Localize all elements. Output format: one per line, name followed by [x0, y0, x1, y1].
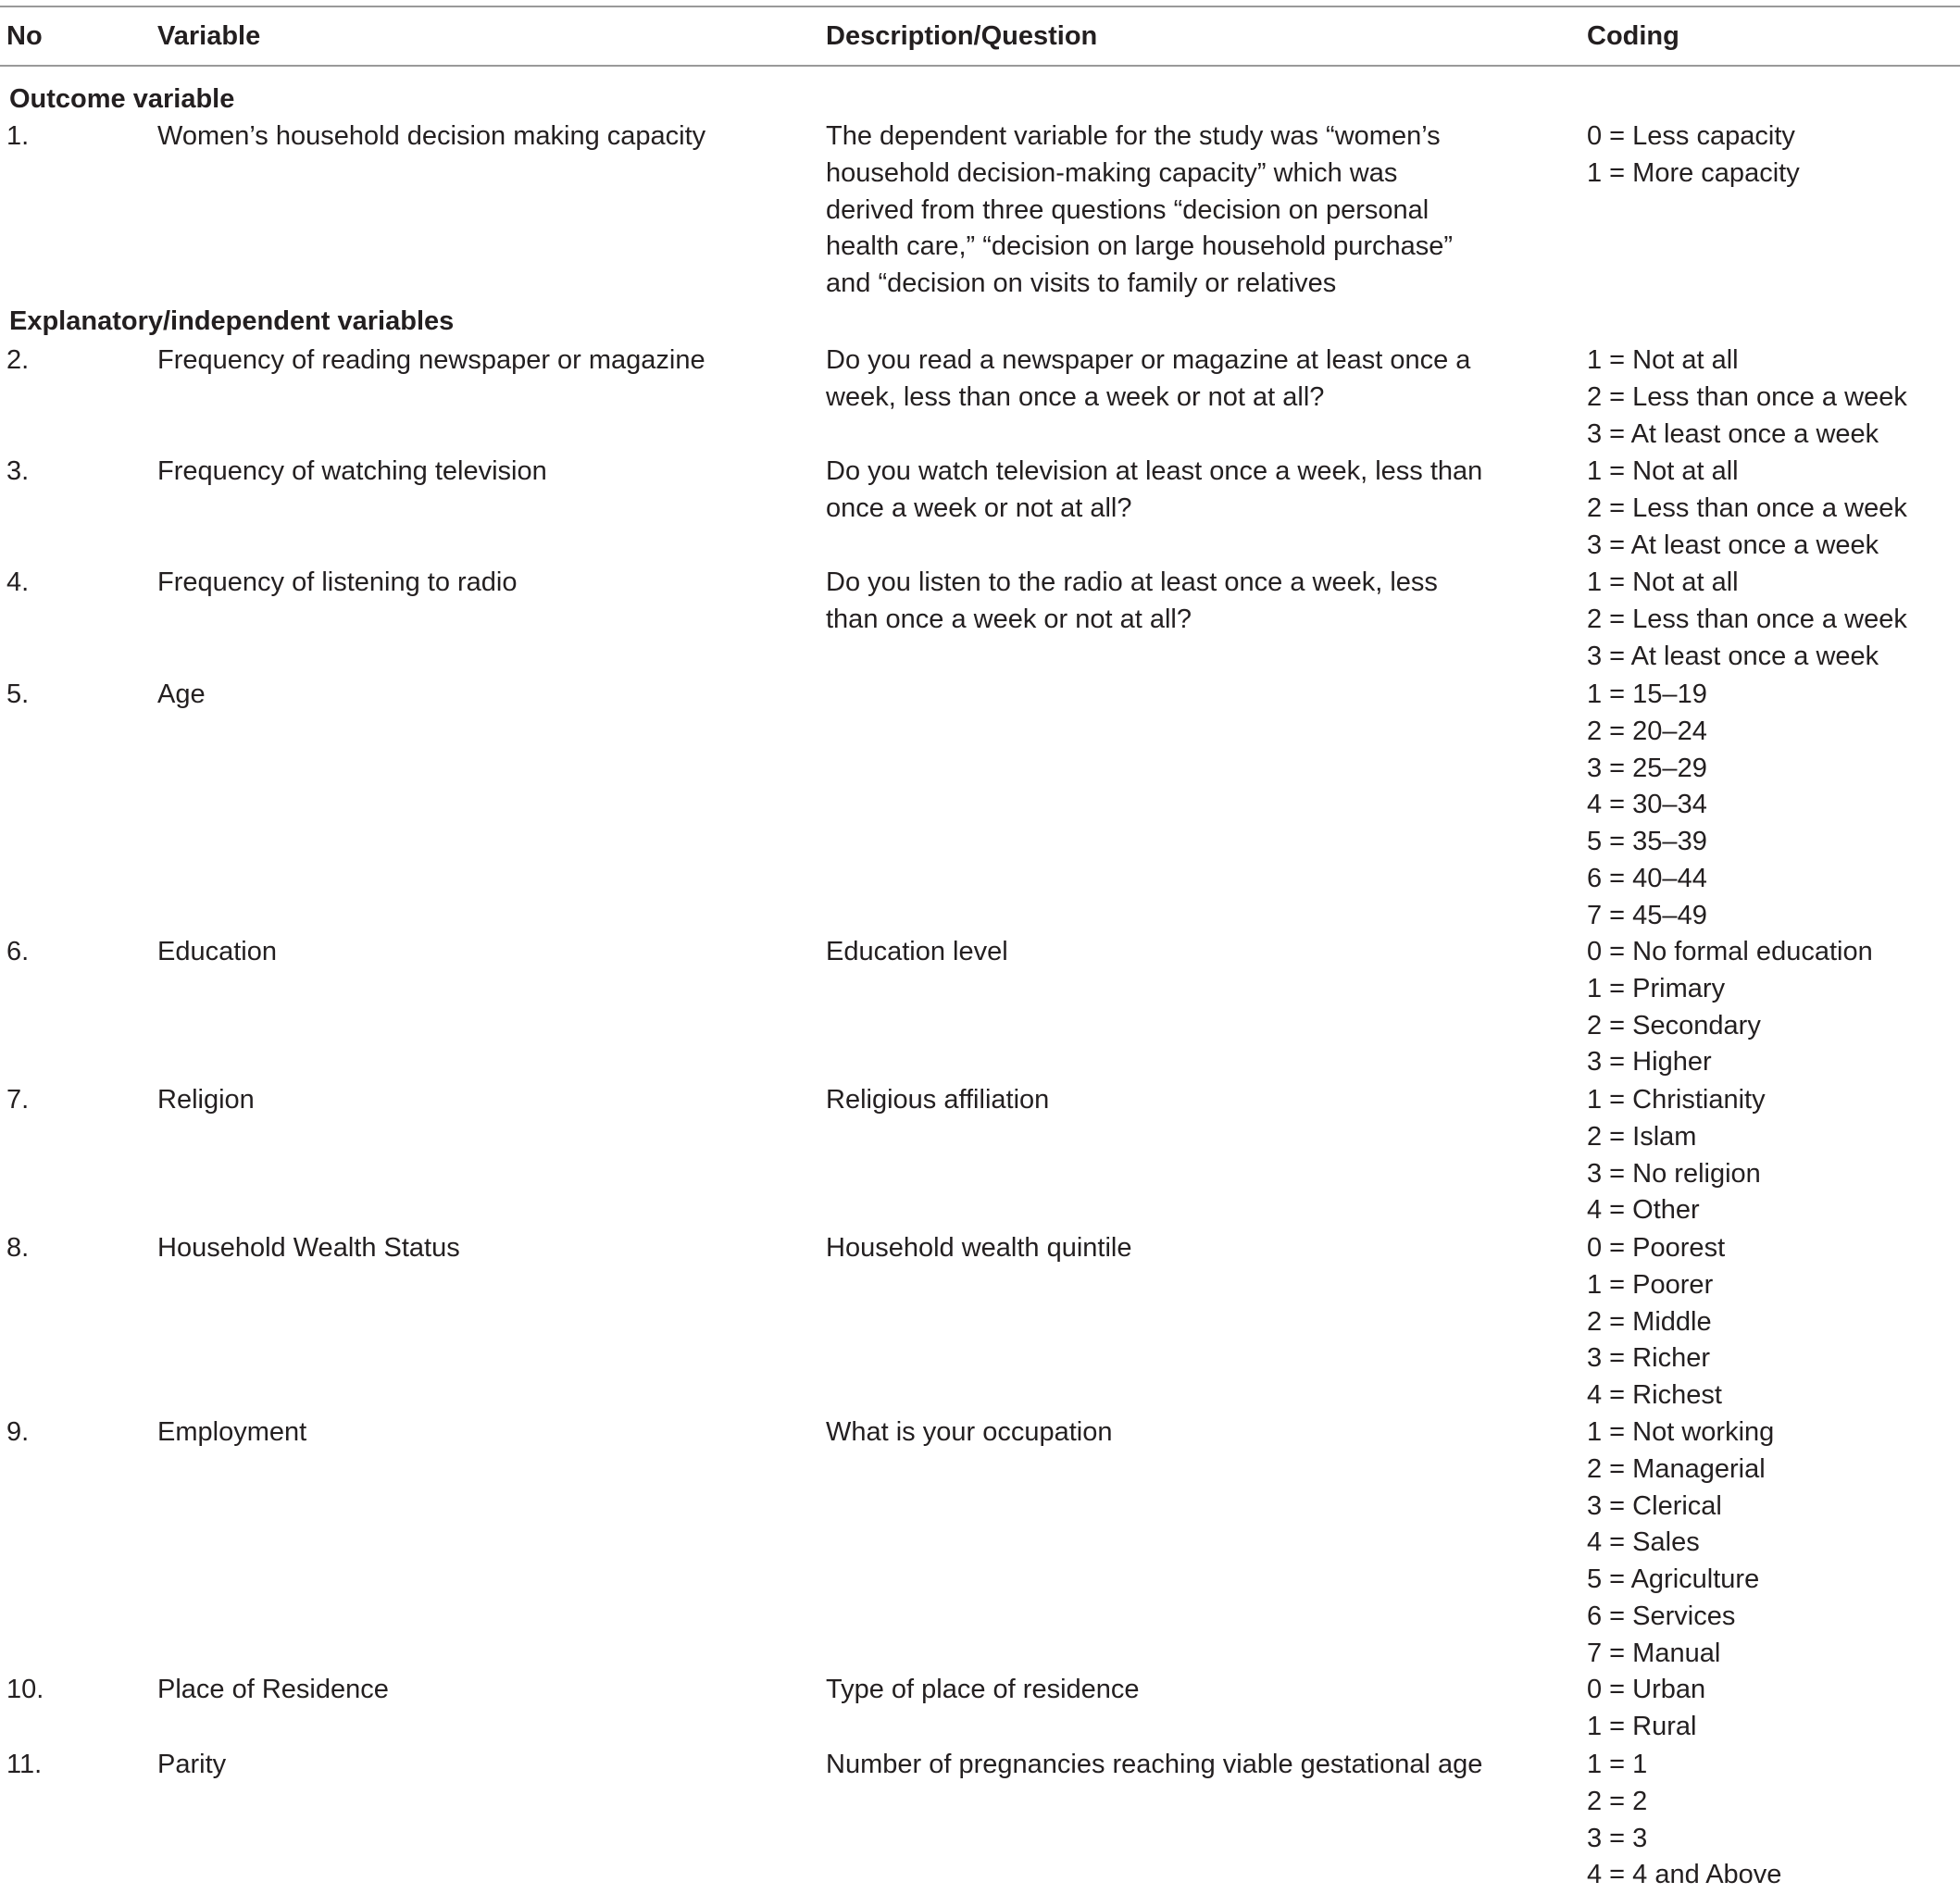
- coding-line: 3 = Clerical: [1587, 1490, 1722, 1521]
- row-description: [826, 565, 1438, 639]
- coding-line: 3 = 3: [1587, 1823, 1648, 1853]
- row-description: [826, 1414, 1112, 1452]
- row-variable: Age: [157, 679, 206, 709]
- header-variable: Variable: [157, 21, 261, 51]
- row-variable: Religion: [157, 1085, 255, 1115]
- coding-line: 2 = Less than once a week: [1587, 381, 1907, 412]
- row-number: 5.: [6, 679, 30, 709]
- row-description: [826, 934, 1008, 971]
- coding-line: 4 = Richest: [1587, 1380, 1722, 1411]
- row-variable: Women’s household decision making capacity: [157, 121, 706, 151]
- description-line: Education level: [826, 937, 1008, 966]
- description-line: Type of place of residence: [826, 1675, 1140, 1704]
- coding-line: 2 = 20–24: [1587, 716, 1707, 746]
- row-variable: Education: [157, 937, 277, 966]
- coding-line: 1 = Not at all: [1587, 567, 1739, 597]
- coding-line: 3 = At least once a week: [1587, 418, 1879, 449]
- row-number: 9.: [6, 1417, 30, 1447]
- coding-line: 2 = Managerial: [1587, 1453, 1766, 1484]
- coding-line: 6 = Services: [1587, 1601, 1736, 1631]
- row-coding: [1587, 1082, 1766, 1229]
- coding-line: 1 = Rural: [1587, 1711, 1697, 1741]
- table-top-rule: [0, 6, 1960, 7]
- row-number: 10.: [6, 1675, 44, 1704]
- header-coding: Coding: [1587, 21, 1679, 51]
- coding-line: 1 = Not at all: [1587, 345, 1739, 375]
- row-description: [826, 1082, 1049, 1119]
- coding-line: 4 = 30–34: [1587, 790, 1707, 820]
- header-description: Description/Question: [826, 21, 1098, 51]
- coding-line: 3 = 25–29: [1587, 753, 1707, 783]
- coding-line: 3 = Higher: [1587, 1047, 1712, 1078]
- section-explanatory: Explanatory/independent variables: [9, 306, 455, 336]
- row-description: [826, 1672, 1140, 1709]
- coding-line: 0 = Urban: [1587, 1675, 1706, 1704]
- coding-line: 2 = Middle: [1587, 1306, 1712, 1337]
- row-variable: Place of Residence: [157, 1675, 389, 1704]
- description-line: Number of pregnancies reaching viable gestational age: [826, 1750, 1483, 1779]
- row-description: [826, 343, 1470, 417]
- coding-line: 2 = 2: [1587, 1786, 1648, 1816]
- description-line: Household wealth quintile: [826, 1233, 1132, 1263]
- coding-line: 5 = 35–39: [1587, 827, 1707, 857]
- coding-line: 2 = Islam: [1587, 1121, 1697, 1152]
- row-description: [826, 1230, 1132, 1267]
- row-description: [826, 1747, 1482, 1784]
- row-number: 6.: [6, 937, 30, 966]
- coding-line: 0 = Less capacity: [1587, 121, 1795, 151]
- description-line: Do you watch television at least once a week, less than: [826, 456, 1483, 486]
- coding-line: 1 = Poorer: [1587, 1269, 1714, 1300]
- coding-line: 0 = Poorest: [1587, 1233, 1726, 1263]
- row-description: [826, 118, 1453, 303]
- row-variable: Employment: [157, 1417, 307, 1447]
- coding-line: 4 = Sales: [1587, 1527, 1700, 1558]
- description-line: once a week or not at all?: [826, 492, 1132, 523]
- row-number: 3.: [6, 456, 30, 486]
- description-line: health care,” “decision on large household purchase”: [826, 231, 1454, 262]
- description-line: and “decision on visits to family or relatives: [826, 268, 1337, 299]
- row-coding: [1587, 677, 1707, 935]
- description-line: Do you listen to the radio at least once a week, less: [826, 567, 1438, 597]
- coding-line: 4 = 4 and Above: [1587, 1860, 1782, 1890]
- row-coding: [1587, 1672, 1705, 1746]
- coding-line: 2 = Secondary: [1587, 1010, 1761, 1040]
- coding-line: 1 = Not at all: [1587, 456, 1739, 486]
- row-coding: [1587, 934, 1873, 1081]
- row-coding: [1587, 1747, 1781, 1894]
- description-line: Do you read a newspaper or magazine at least once a: [826, 345, 1471, 375]
- row-description: [826, 454, 1482, 528]
- row-coding: [1587, 565, 1907, 675]
- row-number: 4.: [6, 567, 30, 597]
- description-line: Religious affiliation: [826, 1085, 1050, 1115]
- header-no: No: [6, 21, 43, 51]
- row-variable: Household Wealth Status: [157, 1233, 460, 1263]
- section-outcome: Outcome variable: [9, 84, 235, 114]
- row-number: 11.: [6, 1750, 43, 1779]
- row-variable: Frequency of watching television: [157, 456, 547, 486]
- coding-line: 3 = At least once a week: [1587, 530, 1879, 560]
- description-line: The dependent variable for the study was “women’s: [826, 121, 1441, 151]
- coding-line: 1 = 1: [1587, 1750, 1648, 1779]
- coding-line: 3 = No religion: [1587, 1158, 1761, 1189]
- description-line: derived from three questions “decision on personal: [826, 194, 1429, 225]
- row-variable: Frequency of listening to radio: [157, 567, 518, 597]
- coding-line: 2 = Less than once a week: [1587, 604, 1907, 634]
- row-variable: Frequency of reading newspaper or magazine: [157, 345, 705, 375]
- row-number: 7.: [6, 1085, 30, 1115]
- row-number: 8.: [6, 1233, 30, 1263]
- row-coding: [1587, 454, 1907, 564]
- coding-line: 1 = More capacity: [1587, 157, 1800, 188]
- row-coding: [1587, 1414, 1774, 1673]
- description-line: What is your occupation: [826, 1417, 1113, 1447]
- description-line: week, less than once a week or not at all?: [826, 381, 1325, 412]
- description-line: than once a week or not at all?: [826, 604, 1192, 634]
- coding-line: 4 = Other: [1587, 1195, 1700, 1226]
- row-coding: [1587, 343, 1907, 453]
- row-number: 2.: [6, 345, 30, 375]
- coding-line: 7 = Manual: [1587, 1638, 1721, 1668]
- row-coding: [1587, 118, 1800, 193]
- row-number: 1.: [6, 121, 30, 151]
- coding-line: 1 = Christianity: [1587, 1085, 1766, 1115]
- table-header-rule: [0, 65, 1960, 67]
- coding-line: 5 = Agriculture: [1587, 1564, 1760, 1595]
- coding-line: 2 = Less than once a week: [1587, 492, 1907, 523]
- coding-line: 1 = Not working: [1587, 1417, 1775, 1447]
- coding-line: 1 = 15–19: [1587, 679, 1707, 709]
- coding-line: 0 = No formal education: [1587, 937, 1873, 966]
- coding-line: 7 = 45–49: [1587, 900, 1707, 930]
- row-coding: [1587, 1230, 1725, 1414]
- coding-line: 1 = Primary: [1587, 973, 1726, 1003]
- row-variable: Parity: [157, 1750, 227, 1779]
- coding-line: 6 = 40–44: [1587, 863, 1707, 893]
- description-line: household decision-making capacity” which was: [826, 157, 1398, 188]
- coding-line: 3 = Richer: [1587, 1343, 1710, 1374]
- coding-line: 3 = At least once a week: [1587, 641, 1879, 671]
